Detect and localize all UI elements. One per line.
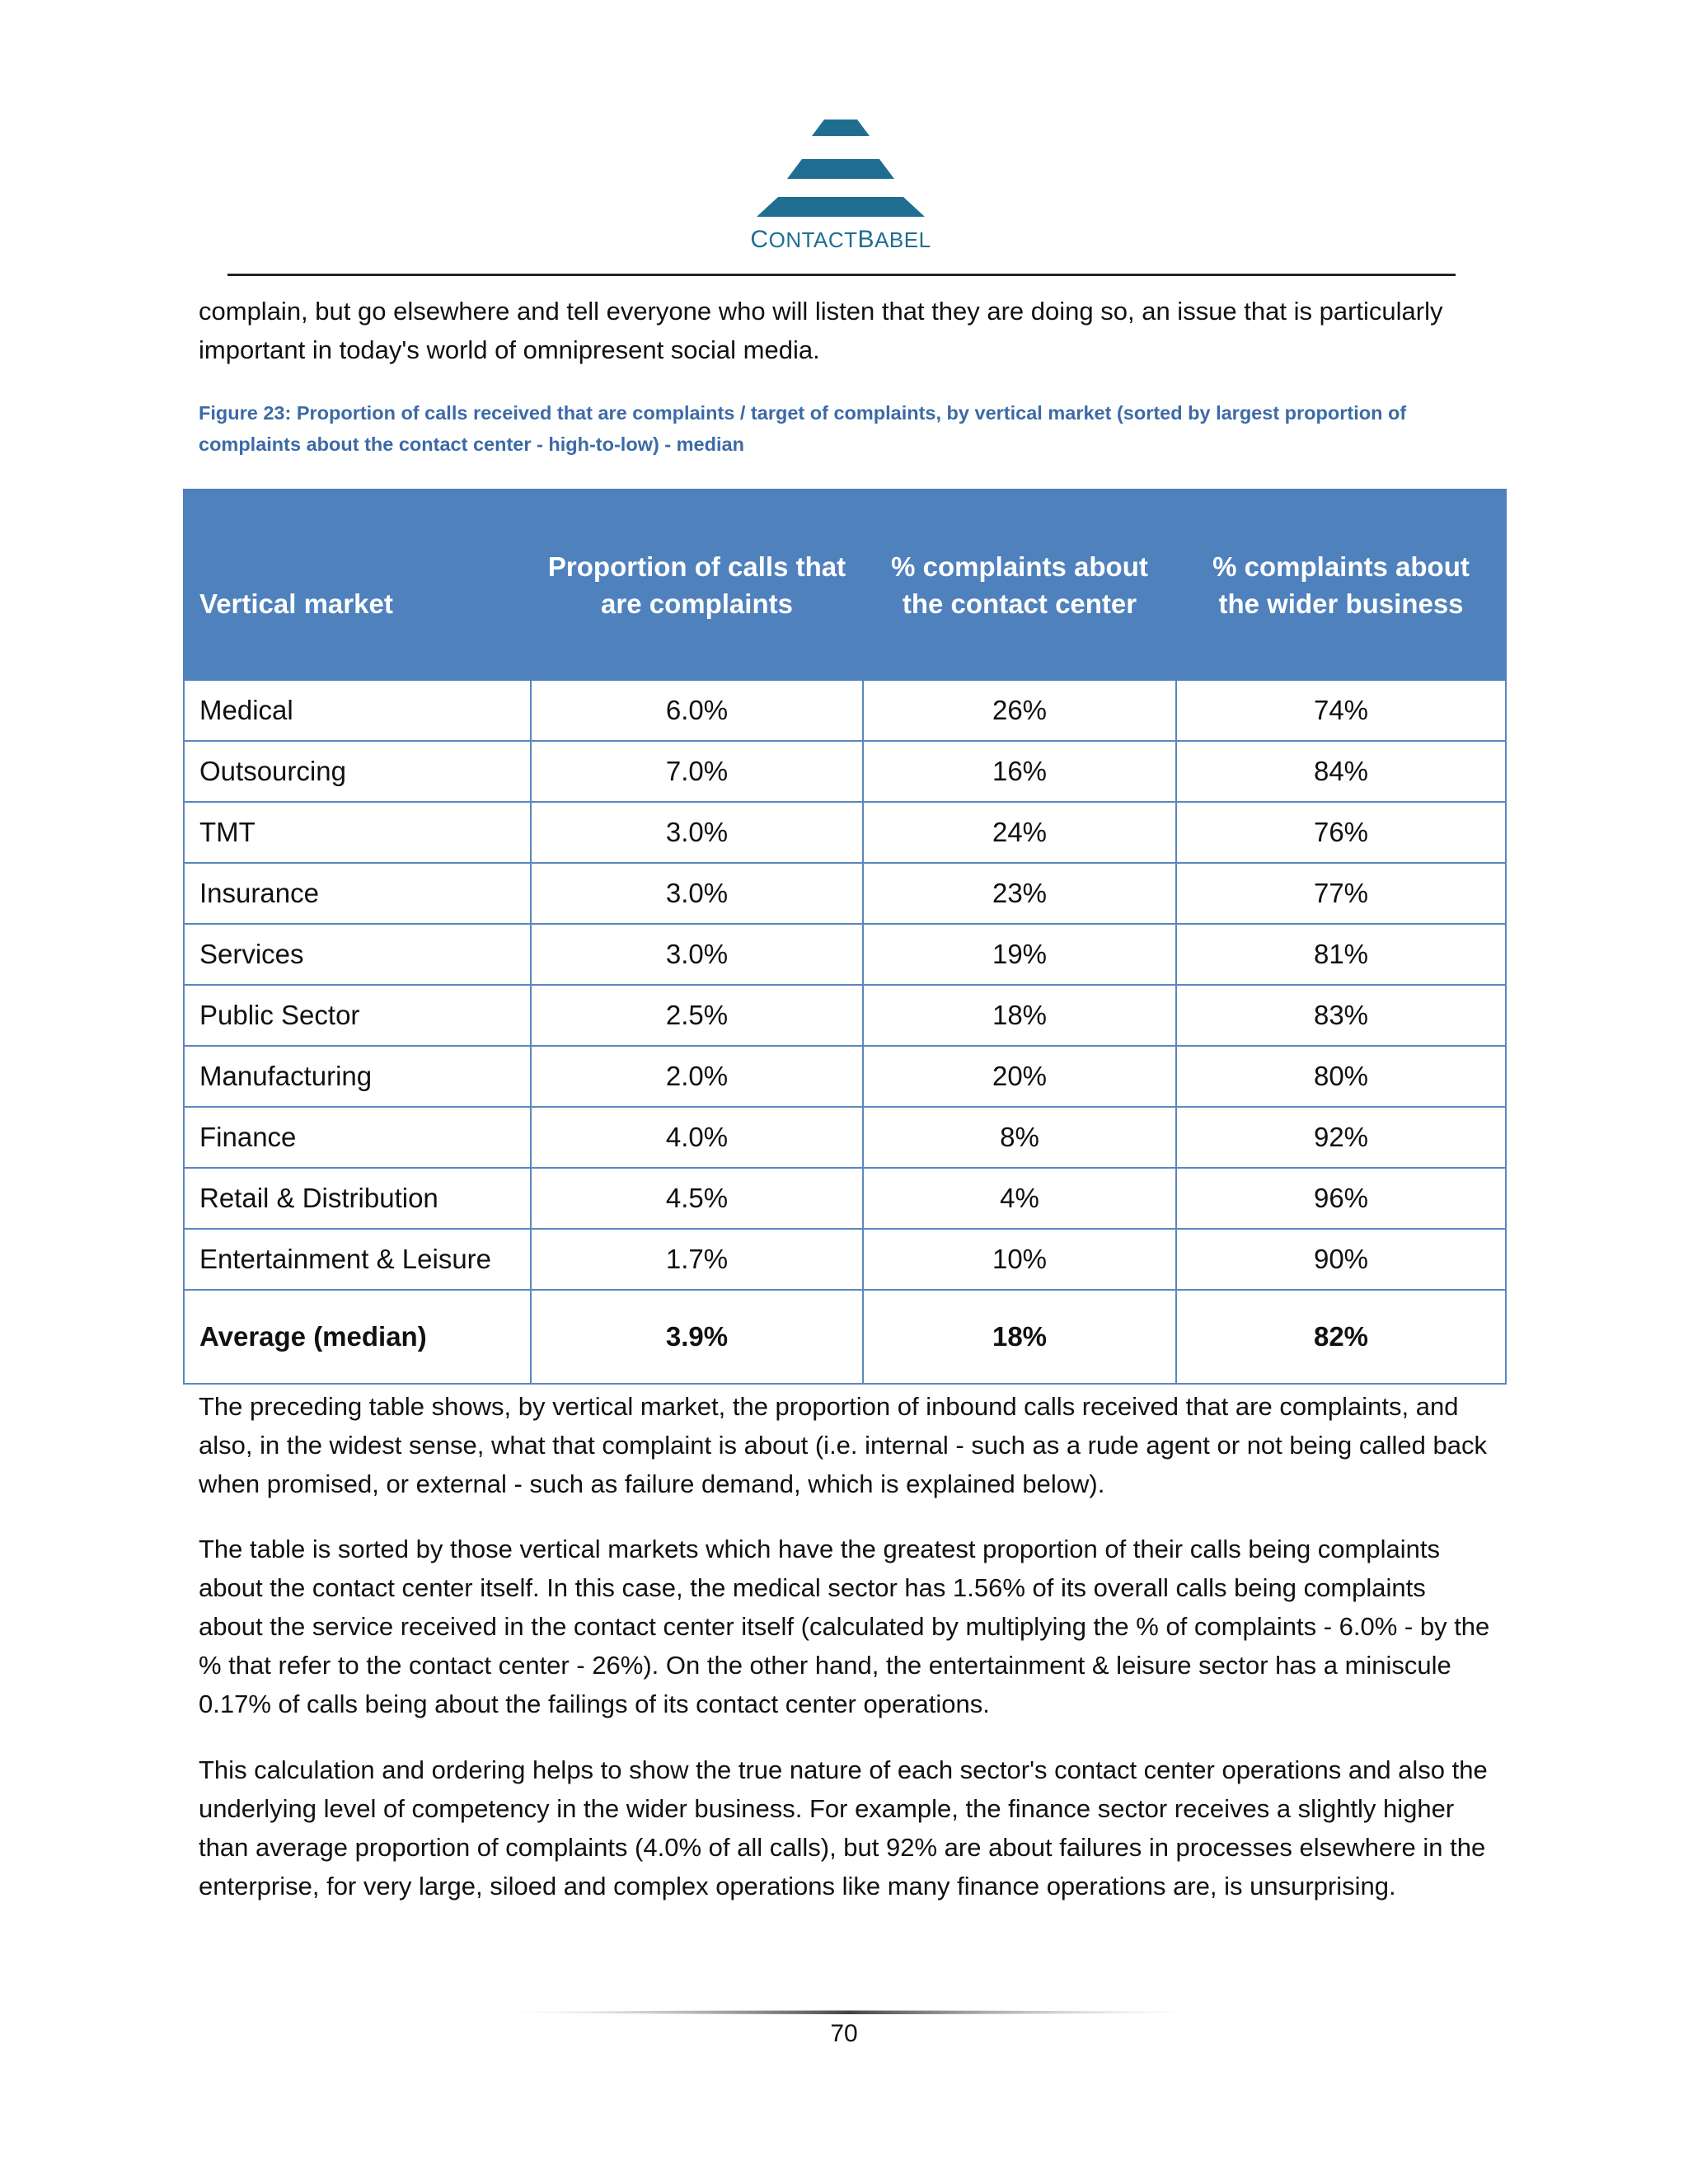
table-row xyxy=(184,1168,1506,1229)
value-cell: 2.0% xyxy=(531,1046,863,1107)
vertical-market-cell: Finance xyxy=(184,1107,531,1168)
table-row xyxy=(184,985,1506,1046)
table-row xyxy=(184,741,1506,802)
value-cell: 24% xyxy=(863,802,1176,863)
value-cell: 8% xyxy=(863,1107,1176,1168)
vertical-market-cell: Manufacturing xyxy=(184,1046,531,1107)
value-cell: 77% xyxy=(1176,863,1506,924)
vertical-market-cell: Entertainment & Leisure xyxy=(184,1229,531,1290)
value-cell: 83% xyxy=(1176,985,1506,1046)
value-cell: 26% xyxy=(863,680,1176,741)
value-cell: 81% xyxy=(1176,924,1506,985)
value-cell: 92% xyxy=(1176,1107,1506,1168)
value-cell: 10% xyxy=(863,1229,1176,1290)
body-paragraph-1: The preceding table shows, by vertical market, the proportion of inbound calls received that are complaints, and also, in the widest sense, what that complaint is about (i.e. internal - such as a rude agent or not being called back when promised, or external - such as failure demand, which is explained below). xyxy=(199,1392,1487,1498)
value-cell: 18% xyxy=(863,1290,1176,1384)
logo-text xyxy=(742,226,940,254)
vertical-market-cell: Public Sector xyxy=(184,985,531,1046)
column-header: % complaints about the contact center xyxy=(863,490,1176,680)
value-cell: 4% xyxy=(863,1168,1176,1229)
value-cell: 20% xyxy=(863,1046,1176,1107)
value-cell: 23% xyxy=(863,863,1176,924)
value-cell: 3.0% xyxy=(531,924,863,985)
page-number: 70 xyxy=(830,2020,858,2047)
value-cell: 2.5% xyxy=(531,985,863,1046)
column-header: Proportion of calls that are complaints xyxy=(531,490,863,680)
vertical-market-cell: Outsourcing xyxy=(184,741,531,802)
value-cell: 4.5% xyxy=(531,1168,863,1229)
vertical-market-cell: TMT xyxy=(184,802,531,863)
value-cell: 3.9% xyxy=(531,1290,863,1384)
table-row xyxy=(184,924,1506,985)
value-cell: 6.0% xyxy=(531,680,863,741)
value-cell: 18% xyxy=(863,985,1176,1046)
vertical-market-cell: Average (median) xyxy=(184,1290,531,1384)
vertical-market-cell: Retail & Distribution xyxy=(184,1168,531,1229)
value-cell: 74% xyxy=(1176,680,1506,741)
value-cell: 82% xyxy=(1176,1290,1506,1384)
value-cell: 90% xyxy=(1176,1229,1506,1290)
value-cell: 76% xyxy=(1176,802,1506,863)
table-row xyxy=(184,1229,1506,1290)
table-header-row xyxy=(184,490,1506,680)
logo-text-prefix-rest: ONTACT xyxy=(768,227,858,252)
table-average-row xyxy=(184,1290,1506,1384)
table-row xyxy=(184,863,1506,924)
value-cell: 16% xyxy=(863,741,1176,802)
vertical-market-cell: Medical xyxy=(184,680,531,741)
value-cell: 1.7% xyxy=(531,1229,863,1290)
column-header: Vertical market xyxy=(184,490,531,680)
value-cell: 7.0% xyxy=(531,741,863,802)
column-header: % complaints about the wider business xyxy=(1176,490,1506,680)
figure-caption: Figure 23: Proportion of calls received that are complaints / target of complaints, by vertical market (sorted by largest proportion of complaints about the contact center - high-to-low) - median xyxy=(199,402,1407,455)
value-cell: 19% xyxy=(863,924,1176,985)
table-row xyxy=(184,802,1506,863)
value-cell: 4.0% xyxy=(531,1107,863,1168)
logo-tier-middle xyxy=(787,159,894,179)
footer-divider xyxy=(503,2009,1195,2018)
vertical-market-cell: Services xyxy=(184,924,531,985)
value-cell: 96% xyxy=(1176,1168,1506,1229)
body-paragraph-3: This calculation and ordering helps to show the true nature of each sector's contact center operations and also the underlying level of competency in the wider business. For example, the finance sector receives a slightly higher than average proportion of complaints (4.0% of all calls), but 92% are about failures in processes elsewhere in the enterprise, for very large, siloed and complex operations like many finance operations are, is unsurprising. xyxy=(199,1755,1488,1900)
table-row xyxy=(184,680,1506,741)
intro-paragraph: complain, but go elsewhere and tell everyone who will listen that they are doing so, an issue that is particularly important in today's world of omnipresent social media. xyxy=(199,297,1443,364)
complaints-table xyxy=(183,489,1507,1385)
logo-tier-bottom xyxy=(757,197,925,217)
header-rule xyxy=(227,274,1456,276)
value-cell: 3.0% xyxy=(531,802,863,863)
logo-text-suffix-rest: ABEL xyxy=(874,227,931,252)
value-cell: 80% xyxy=(1176,1046,1506,1107)
table-row xyxy=(184,1107,1506,1168)
logo-tier-top xyxy=(812,120,870,136)
body-paragraph-2: The table is sorted by those vertical markets which have the greatest proportion of their calls being complaints about the contact center itself. In this case, the medical sector has 1.56% of its overall calls being complaints about the service received in the contact center itself (calculated by multiplying the % of complaints - 6.0% - by the % that refer to the contact center - 26%). On the other hand, the entertainment & leisure sector has a miniscule 0.17% of calls being about the failings of its contact center operations. xyxy=(199,1535,1490,1718)
logo-text-prefix-initial: C xyxy=(750,226,769,253)
value-cell: 3.0% xyxy=(531,863,863,924)
vertical-market-cell: Insurance xyxy=(184,863,531,924)
logo-text-suffix-initial: B xyxy=(857,226,875,253)
table-row xyxy=(184,1046,1506,1107)
value-cell: 84% xyxy=(1176,741,1506,802)
